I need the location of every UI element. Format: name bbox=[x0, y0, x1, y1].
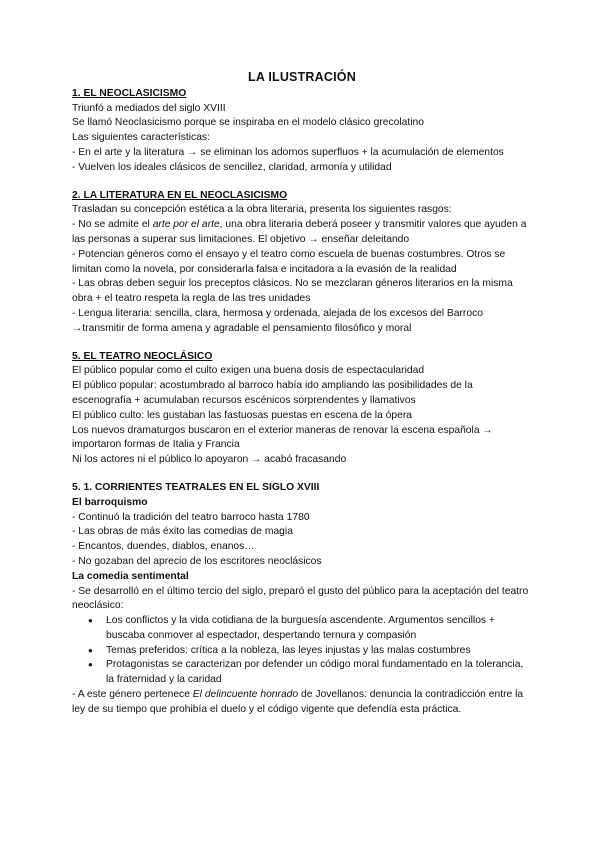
section-5-heading: 5. EL TEATRO NEOCLÁSICO bbox=[72, 350, 213, 362]
barroquismo-line-1: - Continuó la tradición del teatro barroco hasta 1780 bbox=[72, 511, 310, 523]
comedia-final-pre: - A este género pertenece bbox=[72, 689, 193, 701]
s2-b1-post: , una obra literaria deberá poseer y transmitir valores que ayuden a las personas a superar sus limitaciones. El objetivo → enseñar deleitando bbox=[72, 219, 527, 245]
s5-line-1: El público popular como el culto exigen una buena dosis de espectacularidad bbox=[72, 365, 425, 377]
s1-line-3: Las siguientes características: bbox=[72, 132, 210, 144]
document-page bbox=[72, 70, 532, 718]
section-5-1-heading: 5. 1. CORRIENTES TEATRALES EN EL SIGLO XVIII bbox=[72, 481, 320, 493]
s2-bullet-3: - Las obras deben seguir los preceptos clásicos. No se mezclaran géneros literarios en la misma obra + el teatro respeta la regla de las tres unidades bbox=[72, 278, 513, 305]
comedia-bullet-2: ● Temas preferidos: crítica a la nobleza, las leyes injustas y las malas costumbres bbox=[72, 644, 532, 659]
section-1-heading: 1. EL NEOCLASICISMO bbox=[72, 87, 187, 99]
s2-intro: Trasladan su concepción estética a la obra literaria, presenta los siguientes rasgos: bbox=[72, 204, 452, 216]
s5-line-5: Ni los actores ni el público lo apoyaron → acabó fracasando bbox=[72, 454, 347, 466]
section-2-heading: 2. LA LITERATURA EN EL NEOCLASICISMO bbox=[72, 189, 288, 201]
comedia-final-em: El delincuente honrado bbox=[192, 689, 299, 701]
comedia-final-post: de Jovellanos: denuncia la contradicción entre la ley de su tiempo que prohibía el duelo y el código vigente que defendía esta práctica. bbox=[72, 689, 524, 715]
s5-line-3: El público culto: les gustaban las fastuosas puestas en escena de la ópera bbox=[72, 409, 413, 421]
s1-line-1: Triunfó a mediados del siglo XVIII bbox=[72, 102, 226, 114]
comedia-title: La comedia sentimental bbox=[72, 570, 189, 582]
comedia-final bbox=[72, 688, 532, 718]
s1-line-5: - Vuelven los ideales clásicos de sencillez, claridad, armonía y utilidad bbox=[72, 161, 392, 173]
barroquismo-line-4: - No gozaban del aprecio de los escritores neoclásicos bbox=[72, 555, 322, 567]
s2-bullet-1 bbox=[72, 218, 532, 248]
page-title: LA ILUSTRACIÓN bbox=[248, 70, 356, 84]
s5-line-2: El público popular: acostumbrado al barroco había ido ampliando las posibilidades de la escenografía + acumulaban recursos escénicos sorprendentes y llamativos bbox=[72, 380, 473, 406]
s5-line-4: Los nuevos dramaturgos buscaron en el exterior maneras de renovar la escena española → importaron formas de Italia y Francia bbox=[72, 424, 493, 451]
barroquismo-line-2: - Las obras de más éxito las comedias de magia bbox=[72, 526, 293, 538]
comedia-intro: - Se desarrolló en el último tercio del siglo, preparó el gusto del público para la aceptación del teatro neoclásico: bbox=[72, 585, 529, 612]
comedia-bullet-3: ● Protagonistas se caracterizan por defender un código moral fundamentado en la tolerancia, la fraternidad y la caridad bbox=[72, 658, 532, 688]
s2-b1-em: arte por el arte bbox=[152, 219, 220, 231]
s2-b1-pre: - No se admite el bbox=[72, 219, 153, 231]
s2-bullet-2: - Potencian géneros como el ensayo y el teatro como escuela de buenas costumbres. Otros se limitan como la novela, por considerarla falsa e incitadora a la evasión de la realidad bbox=[72, 248, 506, 275]
barroquismo-title: El barroquismo bbox=[72, 496, 148, 508]
s1-line-4: - En el arte y la literatura → se eliminan los adornos superfluos + la acumulación de elementos bbox=[72, 146, 504, 158]
barroquismo-line-3: - Encantos, duendes, diablos, enanos… bbox=[72, 541, 255, 553]
s1-line-2: Se llamó Neoclasicismo porque se inspiraba en el modelo clásico grecolatino bbox=[72, 117, 424, 129]
comedia-bullet-1: ● Los conflictos y la vida cotidiana de la burguesía ascendente. Argumentos sencillos + buscaba conmover al espectador, despertando ternura y compasión bbox=[72, 614, 532, 644]
s2-bullet-4: - Lengua literaria: sencilla, clara, hermosa y ordenada, alejada de los excesos del Barroco →transmitir de forma amena y agradable el pensamiento filosófico y moral bbox=[72, 307, 483, 334]
comedia-bullet-list bbox=[72, 614, 532, 688]
